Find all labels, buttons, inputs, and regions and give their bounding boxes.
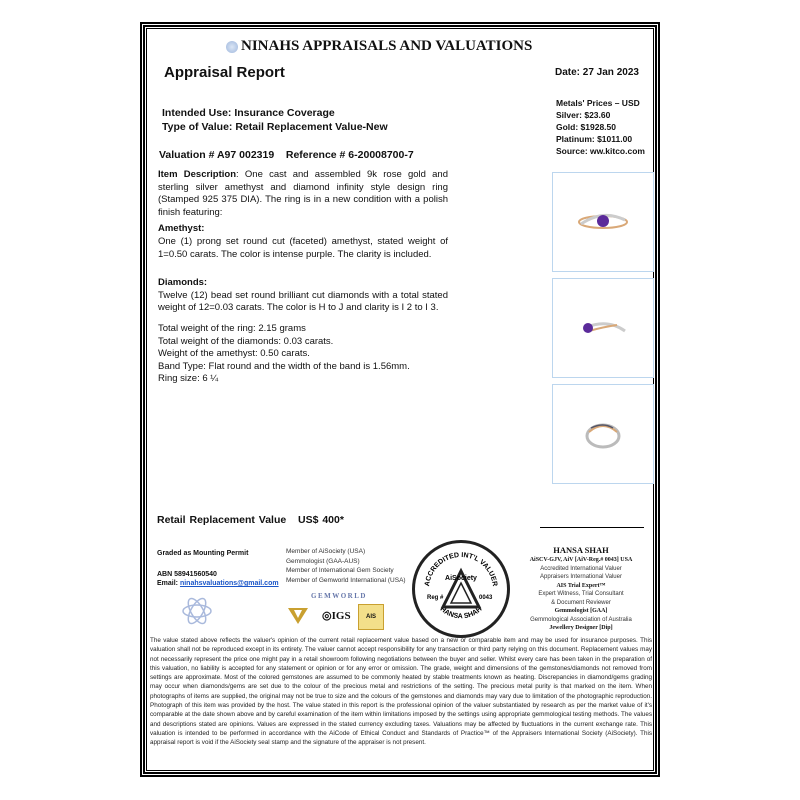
diamonds-text: Twelve (12) bead set round brilliant cut diamonds with a total stated weight of 12=0.03 carats. The color is H to J and clarity is I 2 to I 3. xyxy=(158,289,448,314)
spec-line: Band Type: Flat round and the width of the band is 1.56mm. xyxy=(158,360,410,372)
membership-item: Member of AiSociety (USA) xyxy=(286,548,366,555)
seal-top-text: ACCREDITED INT'L VALUER xyxy=(424,551,498,587)
item-description-label: Item Description xyxy=(158,169,237,180)
credential-line: Gemmological Association of Australia xyxy=(530,616,632,623)
seal-bottom-text: HANSA SHAH xyxy=(438,605,484,621)
igs-logo-text: IGS xyxy=(331,610,351,622)
retail-replacement-value xyxy=(157,514,344,526)
amethyst-label: Amethyst: xyxy=(158,223,205,235)
report-date: Date: 27 Jan 2023 xyxy=(555,67,639,78)
spec-line: Total weight of the diamonds: 0.03 carats. xyxy=(158,335,334,347)
intended-use: Intended Use: Insurance Coverage xyxy=(162,107,335,119)
credential-line: Expert Witness, Trial Consultant xyxy=(538,591,624,597)
spec-line: Ring size: 6 ¼ xyxy=(158,373,219,385)
credential-line: Accredited International Valuer xyxy=(540,565,622,572)
membership-item: Gemmologist (GAA-AUS) xyxy=(286,557,360,565)
item-description-text: : One cast and assembled 9k rose gold and sterling silver amethyst and diamond infinity style design ring (Stamped 925 375 DIA). The ring is in a new condition with a polish finish featuring: xyxy=(158,169,448,218)
page-title: Appraisal Report xyxy=(164,64,285,81)
type-of-value: Type of Value: Retail Replacement Value-New xyxy=(162,121,388,133)
atom-logo-icon xyxy=(180,594,214,628)
appraiser-name: HANSA SHAH xyxy=(553,545,609,555)
ais-logo-icon: AIS xyxy=(358,604,384,630)
credential-line: AIS Trial Expert™ xyxy=(556,582,606,589)
credential-line: & Document Reviewer xyxy=(551,599,611,606)
company-header xyxy=(226,38,532,55)
metals-prices xyxy=(556,97,645,157)
graded-note: Graded as Mounting Permit xyxy=(157,550,249,557)
amethyst-text: One (1) prong set round cut (faceted) amethyst, stated weight of 1=0.50 carats. The color is intense purple. The clarity is included. xyxy=(158,235,448,260)
memberships xyxy=(286,547,406,585)
credential-line: Appraisers International Valuer xyxy=(540,574,622,580)
email-line xyxy=(157,579,279,589)
seal-reg-number: 0043 xyxy=(479,595,493,601)
membership-item: Member of International Gem Society xyxy=(286,567,394,574)
disclaimer: The value stated above reflects the valuer's opinion of the current retail replacement value based on a new or comparable item and may be used for insurance purposes. This valuation shall not be reproduced except in its entirety. The valuer cannot accept responsibility for any transaction or third party relying on this document. Replacement values may not necessarily represent the price one might pay in a retail showroom following negotiations between the buyer and seller. Whilst every care has been taken in the preparation of this valuation, no liability is accepted for any statement or opinion or for any error or omission. The grade, weight and dimensions of the gemstones/diamonds not removed from settings are approximate. Most of the colored gemstones are assumed to be commonly heated by stable treatments known as heating. Discrepancies in diamond/gems grading may occur when diamonds/gems are set due to the colour of the precious metal and restrictions of the setting. The precious metal purity is that marked on the item. When photographs of items are supplied, the original may not be true to size and the colours of the gemstones and diamonds may vary due to limitation of the photographic reproduction. Photograph of this item was provided by the host. The value stated in this report is the professional opinion of the valuer substantiated by research as per the market value of it's comparable at the date shown above and by careful examination of the item within limitations imposed by the settings using appropriate gemmological testing methods. The values and descriptions stated are opinions. Values are expressed in the stated currency excluding taxes. Valuations may be affected by fluctuations in the current exchange rate. This valuation is intended to be performed in accordance with the AiCode of Ethical Conduct and Standards of Practice™ of the Appraisers International Society (AiSociety). This appraisal report is void if the AiSociety seal stamp and the signature of the appraiser is not present. xyxy=(150,637,652,747)
valuation-reference xyxy=(159,149,414,161)
ring-photo-back xyxy=(552,384,654,484)
ring-photo-side xyxy=(552,278,654,378)
masonic-logo-icon xyxy=(286,606,310,626)
ring-photo-front xyxy=(552,172,654,272)
credential-line: Jewellery Designer [Dip] xyxy=(549,625,613,631)
abn: ABN 58941560540 xyxy=(157,571,217,578)
aisociety-seal xyxy=(412,540,510,638)
valuation-number: Valuation # A97 002319 xyxy=(159,149,275,161)
platinum-price: Platinum: $1011.00 xyxy=(556,134,633,144)
signature-line xyxy=(540,527,644,528)
company-name: NINAHS APPRAISALS AND VALUATIONS xyxy=(241,38,533,54)
email-link[interactable]: ninahsvaluations@gmail.com xyxy=(179,580,279,587)
gold-price: Gold: $1928.50 xyxy=(556,122,617,132)
diamonds-label: Diamonds: xyxy=(158,277,208,289)
credential-line: Gemmologist [GAA] xyxy=(554,608,608,614)
valuation-purpose xyxy=(162,106,388,134)
gemworld-logo: GEMWORLD xyxy=(311,592,367,600)
seal-reg-label: Reg # xyxy=(427,595,444,601)
metals-heading: Metals' Prices – USD xyxy=(556,98,640,108)
appraiser-credentials xyxy=(506,545,656,633)
credential-line: AiSCV-GJV, AiV [AiV-Reg.# 0043] USA xyxy=(529,557,633,563)
retail-value-label: Retail Replacement Value xyxy=(157,514,287,526)
seal-brand: AiSociety xyxy=(445,575,477,582)
membership-item: Member of Gemworld International (USA) xyxy=(286,576,406,584)
company-logo-icon xyxy=(226,41,238,53)
retail-value-amount: US$ 400* xyxy=(298,514,344,526)
item-description xyxy=(158,169,448,386)
price-source: Source: ww.kitco.com xyxy=(556,146,645,156)
email-label: Email: xyxy=(157,580,180,587)
spec-line: Total weight of the ring: 2.15 grams xyxy=(158,322,306,334)
igs-logo: ◎IGS xyxy=(322,610,351,622)
silver-price: Silver: $23.60 xyxy=(556,110,611,120)
spec-line: Weight of the amethyst: 0.50 carats. xyxy=(158,348,310,360)
reference-number: Reference # 6-20008700-7 xyxy=(285,149,414,161)
